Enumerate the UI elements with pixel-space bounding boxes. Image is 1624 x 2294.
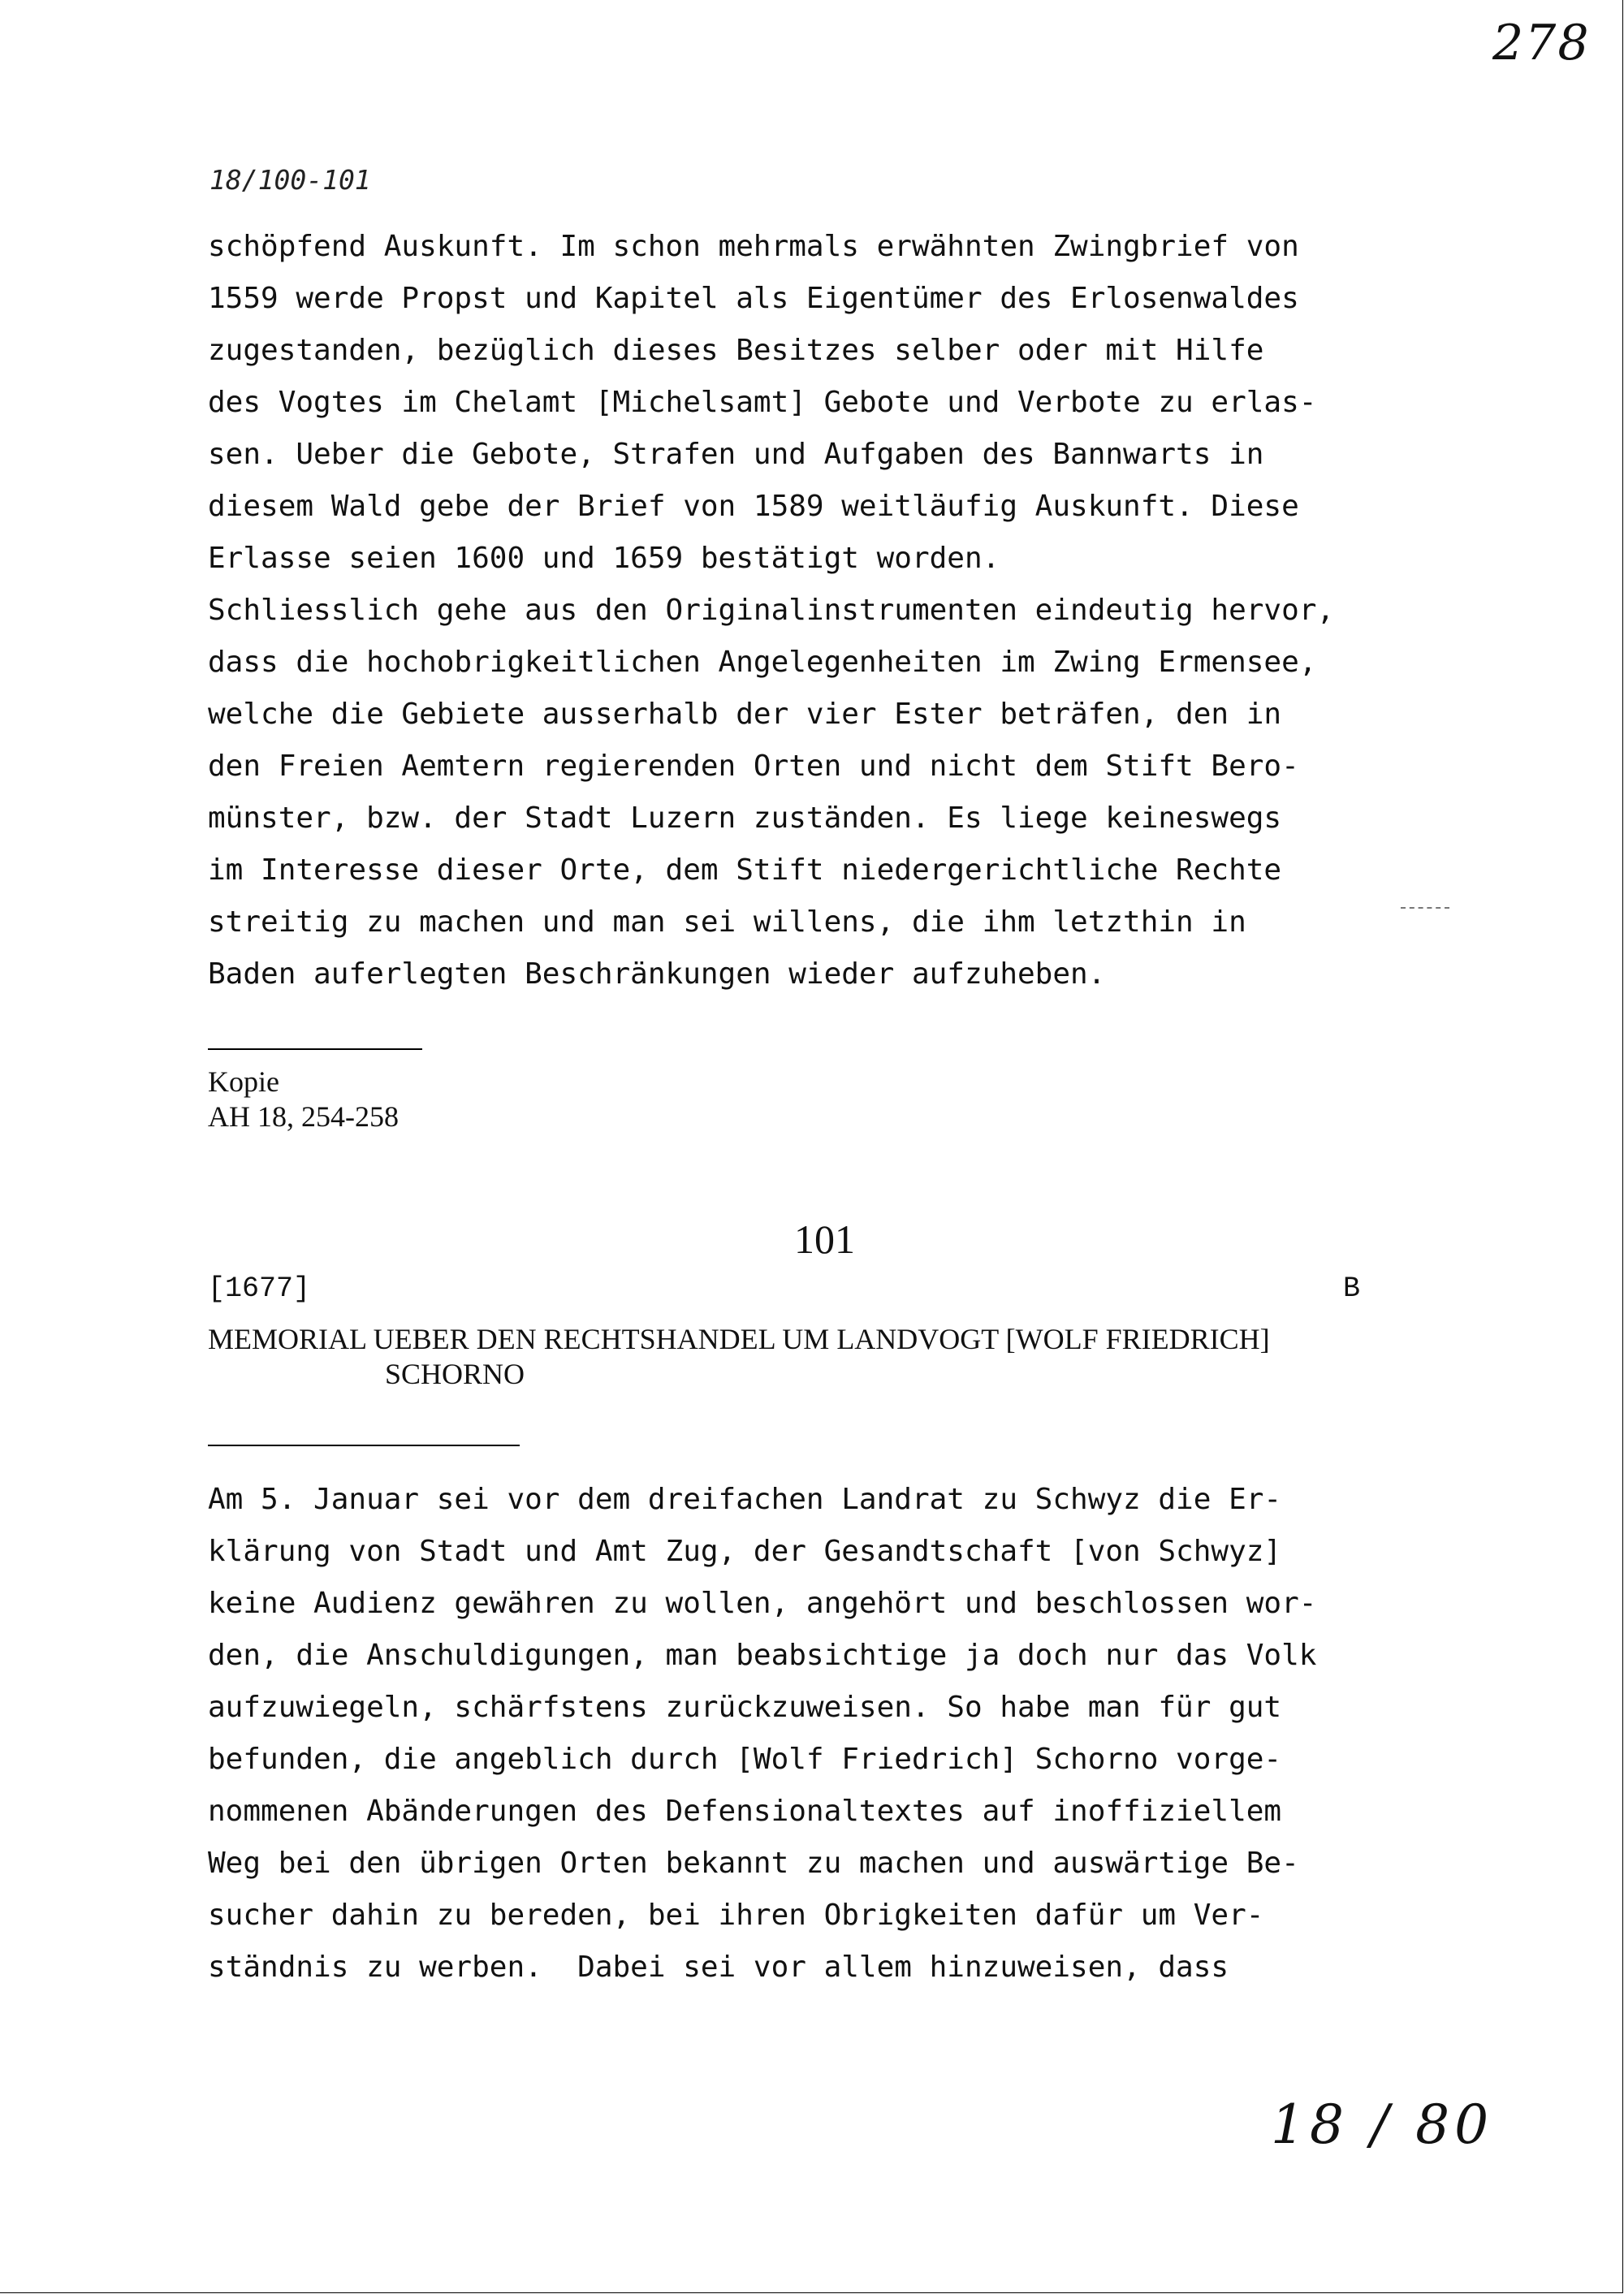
text-line: Weg bei den übrigen Orten bekannt zu machen und auswärtige Be- — [208, 1847, 1299, 1880]
text-line: dass die hochobrigkeitlichen Angelegenheiten im Zwing Ermensee, — [208, 646, 1317, 679]
text-line: ständnis zu werben. Dabei sei vor allem hinzuweisen, dass — [208, 1951, 1229, 1984]
text-line: nommenen Abänderungen des Defensionaltextes auf inoffiziellem — [208, 1795, 1282, 1828]
text-line: diesem Wald gebe der Brief von 1589 weitläufig Auskunft. Diese — [208, 490, 1299, 523]
document-title — [208, 1322, 1270, 1392]
source-kind: Kopie — [208, 1065, 279, 1098]
text-line: Am 5. Januar sei vor dem dreifachen Landrat zu Schwyz die Er- — [208, 1483, 1282, 1516]
text-line: schöpfend Auskunft. Im schon mehrmals erwähnten Zwingbrief von — [208, 230, 1299, 263]
continuation-paragraph — [208, 221, 1507, 1000]
document-title-line: SCHORNO — [385, 1358, 525, 1390]
document-reference: 18/100-101 — [209, 164, 371, 196]
text-line: streitig zu machen und man sei willens, die ihm letzthin in — [208, 905, 1246, 939]
document-date: [1677] — [208, 1272, 311, 1305]
text-line: Erlasse seien 1600 und 1659 bestätigt worden. — [208, 542, 1000, 575]
typewriter-smudge — [1401, 907, 1449, 910]
text-line: Baden auferlegten Beschränkungen wieder aufzuheben. — [208, 957, 1106, 991]
document-title-line: MEMORIAL UEBER DEN RECHTSHANDEL UM LANDVOGT [WOLF FRIEDRICH] — [208, 1323, 1270, 1355]
text-line: des Vogtes im Chelamt [Michelsamt] Gebote und Verbote zu erlas- — [208, 386, 1317, 419]
text-line: befunden, die angeblich durch [Wolf Friedrich] Schorno vorge- — [208, 1743, 1282, 1776]
document-type-letter: B — [1343, 1272, 1361, 1305]
document-number: 101 — [794, 1216, 855, 1262]
text-line: Schliesslich gehe aus den Originalinstrumenten eindeutig hervor, — [208, 594, 1335, 627]
body-paragraph — [208, 1474, 1507, 1994]
handwritten-folio-number: 278 — [1492, 15, 1591, 71]
text-line: keine Audienz gewähren zu wollen, angehört und beschlossen wor- — [208, 1587, 1317, 1620]
text-line: sen. Ueber die Gebote, Strafen und Aufgaben des Bannwarts in — [208, 438, 1264, 471]
text-line: sucher dahin zu bereden, bei ihren Obrigkeiten dafür um Ver- — [208, 1899, 1264, 1932]
text-line: klärung von Stadt und Amt Zug, der Gesandtschaft [von Schwyz] — [208, 1535, 1282, 1568]
text-line: den, die Anschuldigungen, man beabsichtige ja doch nur das Volk — [208, 1639, 1317, 1672]
text-line: welche die Gebiete ausserhalb der vier Ester beträfen, den in — [208, 698, 1282, 731]
handwritten-pagination: 18 / 80 — [1271, 2093, 1494, 2156]
source-archive-reference: AH 18, 254-258 — [208, 1100, 399, 1133]
text-line: zugestanden, bezüglich dieses Besitzes selber oder mit Hilfe — [208, 334, 1264, 367]
text-line: münster, bzw. der Stadt Luzern zuständen. Es liege keineswegs — [208, 801, 1282, 835]
text-line: im Interesse dieser Orte, dem Stift niedergerichtliche Rechte — [208, 853, 1282, 887]
section-divider — [208, 1048, 422, 1050]
title-divider — [208, 1445, 520, 1446]
text-line: den Freien Aemtern regierenden Orten und nicht dem Stift Bero- — [208, 750, 1299, 783]
text-line: aufzuwiegeln, schärfstens zurückzuweisen. So habe man für gut — [208, 1691, 1282, 1724]
text-line: 1559 werde Propst und Kapitel als Eigentümer des Erlosenwaldes — [208, 282, 1299, 315]
